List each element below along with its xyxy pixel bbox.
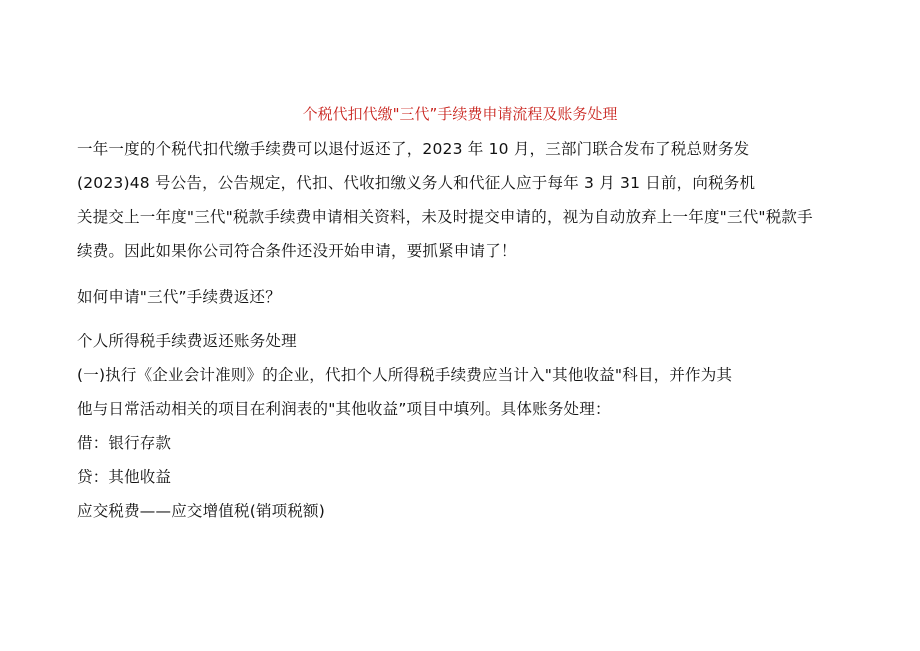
journal-entry-debit: 借：银行存款 (77, 434, 172, 452)
section-paragraph-line-2: 他与日常活动相关的项目在利润表的"其他收益”项目中填列。具体账务处理： (77, 400, 611, 418)
journal-entry-tax: 应交税费——应交增值税(销项税额) (77, 502, 325, 520)
question-heading: 如何申请"三代”手续费返还？ (77, 288, 281, 306)
section-paragraph-line-1: (一)执行《企业会计准则》的企业，代扣个人所得税手续费应当计入"其他收益"科目，并作为其 (77, 366, 733, 384)
intro-paragraph-line-3: 关提交上一年度"三代"税款手续费申请相关资料，未及时提交申请的，视为自动放弃上一年度"三代"税款手 (77, 208, 813, 226)
journal-entry-credit: 贷：其他收益 (77, 468, 172, 486)
document-title: 个税代扣代缴"三代”手续费申请流程及账务处理 (302, 105, 618, 123)
intro-paragraph-line-2: (2023)48 号公告，公告规定，代扣、代收扣缴义务人和代征人应于每年 3 月 31 日前，向税务机 (77, 174, 756, 192)
section-heading: 个人所得税手续费返还账务处理 (77, 332, 297, 350)
intro-paragraph-line-4: 续费。因此如果你公司符合条件还没开始申请，要抓紧申请了！ (77, 242, 517, 260)
intro-paragraph-line-1: 一年一度的个税代扣代缴手续费可以退付返还了，2023 年 10 月，三部门联合发布了税总财务发 (77, 140, 750, 158)
